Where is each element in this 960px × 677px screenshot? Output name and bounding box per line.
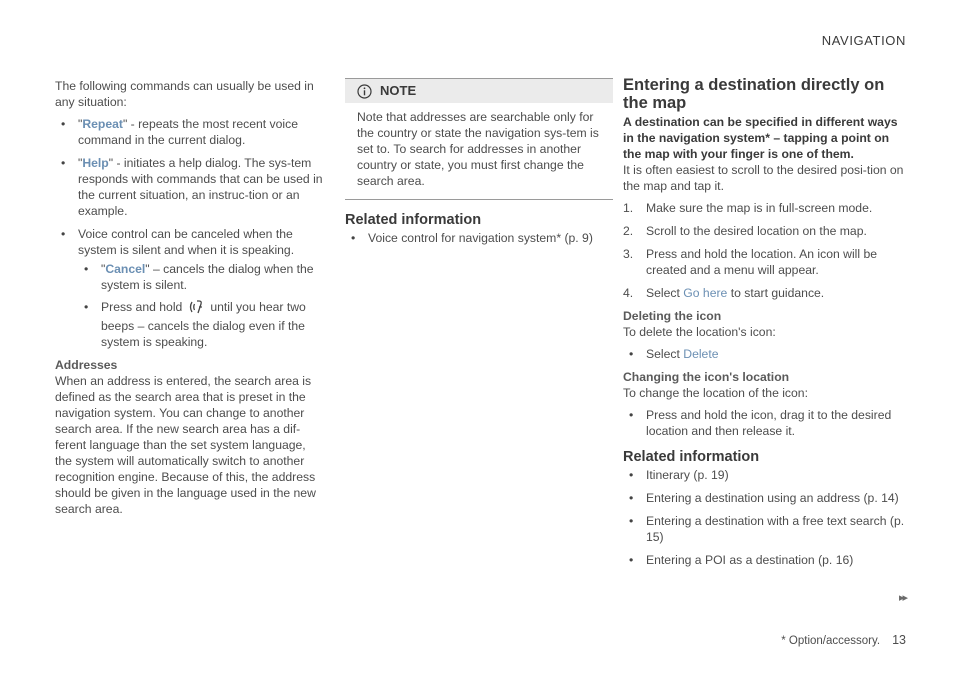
related-heading: Related information [345,212,482,228]
help-keyword: Help [82,156,109,170]
step-item [623,223,905,239]
steps-list [623,200,905,301]
list-item-text: " - repeats the most recent voice command in the current dialog. [78,117,298,147]
repeat-keyword: Repeat [82,117,123,131]
step-item [623,246,905,278]
related-link[interactable]: • Entering a POI as a destination (p. 16) [623,552,905,568]
changing-heading: Changing the icon's location [623,370,790,384]
next-page-icon: ▸▸ [898,592,906,604]
step-text: to start guidance. [730,286,825,300]
list-item-text: Press and hold [101,300,183,314]
related-link[interactable]: • Voice control for navigation system* (p. 9) [345,230,613,246]
list-item-text: until you hear two beeps – cancels the dialog even if the system is speaking. [101,300,306,349]
note-body: Note that addresses are searchable only for the country or state the navigation sys-tem is set to. To search for addresses in another country or state, you must first change the search area. [357,110,599,188]
running-header: NAVIGATION [821,33,906,48]
cancel-keyword: Cancel [105,262,146,276]
changing-list [623,407,905,439]
step-text: Select [646,286,680,300]
column-left [55,78,325,517]
related-link[interactable]: • Entering a destination with a free text search (p. 15) [623,513,905,545]
commands-list [55,116,325,350]
related-heading: Related information [623,449,760,465]
delete-keyword: Delete [683,347,719,361]
list-item: • "Repeat" - repeats the most recent voice command in the current dialog. [55,116,325,148]
deleting-heading: Deleting the icon [623,309,722,323]
page-footer [781,633,906,647]
changing-intro: To change the location of the icon: [623,386,808,400]
step-item [623,200,905,216]
note-box [345,78,613,200]
commands-intro: The following commands can usually be used in any situation: [55,79,314,109]
deleting-list [623,346,905,362]
page-number: 13 [892,633,906,647]
go-here-keyword: Go here [683,286,728,300]
list-item: • "Cancel" – cancels the dialog when the system is silent. [78,261,325,293]
lead-paragraph: A destination can be specified in different ways in the navigation system* – tapping a point on the map with your finger is one of them. [623,115,898,161]
step-number: 4. [623,286,634,300]
list-item [55,226,325,350]
info-icon [357,84,372,99]
related-list [345,230,613,246]
deleting-intro: To delete the location's icon: [623,325,776,339]
step-text: Press and hold the location. An icon will be created and a menu will appear. [646,247,878,277]
cancel-sublist [78,261,325,350]
list-item: • "Help" - initiates a help dialog. The sys-tem responds with commands that can be used in the current situation, an instruc-tion or an example. [55,155,325,219]
step-number: 2. [623,224,634,238]
list-item [78,299,325,350]
step-text: Make sure the map is in full-screen mode. [646,201,873,215]
footnote: * Option/accessory. [781,635,881,647]
related-link[interactable]: • Entering a destination using an address (p. 14) [623,490,905,506]
column-right [623,78,905,575]
list-item-text: Select [646,347,680,361]
step-number: 3. [623,247,634,261]
note-title: NOTE [380,83,417,98]
intro-paragraph: It is often easiest to scroll to the desired posi-tion on the map and tap it. [623,163,904,193]
list-item-text: " – cancels the dialog when the system is silent. [101,262,314,292]
column-middle [345,78,613,253]
related-link[interactable]: • Itinerary (p. 19) [623,467,905,483]
list-item [623,346,905,362]
addresses-body: When an address is entered, the search area is defined as the search area that is preset in the navigation system. You can change to another search area. If the new search area has a dif-ferent language than the set system language, the system will automatically switch to another recognition engine. Because of this, the address should be given in the language used in the new search area. [55,374,316,516]
section-title: Entering a destination directly on the map [623,76,885,112]
voice-control-icon [188,300,204,318]
step-item [623,285,905,301]
list-item-text: " - initiates a help dialog. The sys-tem responds with commands that can be used in the current situation, an instruc-tion or an example. [78,156,323,218]
addresses-heading: Addresses [55,358,118,372]
list-item-text: Voice control can be canceled when the system is silent and when it is speaking. [78,227,295,257]
note-header [345,79,613,103]
step-number: 1. [623,201,634,215]
step-text: Scroll to the desired location on the map. [646,224,867,238]
list-item: • Press and hold the icon, drag it to the desired location and then release it. [623,407,905,439]
related-list [623,467,905,568]
